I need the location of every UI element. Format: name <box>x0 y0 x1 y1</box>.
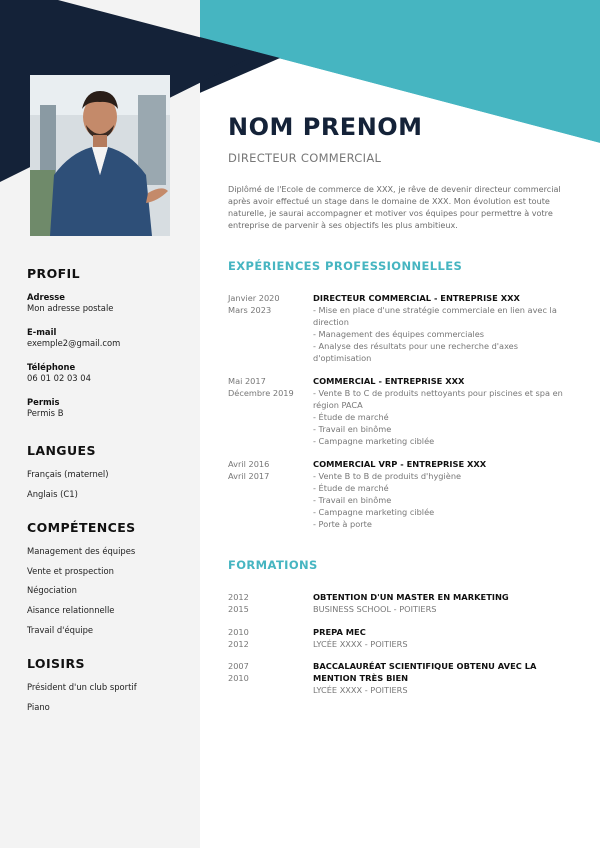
experience-line: - Campagne marketing ciblée <box>313 507 435 517</box>
phone-field <box>27 362 192 384</box>
experience-end: Mars 2023 <box>228 305 272 315</box>
experience-title: COMMERCIAL VRP - ENTREPRISE XXX <box>313 459 487 469</box>
formation-start: 2012 <box>228 592 249 602</box>
formation-title: PREPA MEC <box>313 627 366 637</box>
loisirs-section <box>27 656 192 721</box>
experience-start: Janvier 2020 <box>228 293 280 303</box>
phone-value: 06 01 02 03 04 <box>27 373 91 383</box>
job-title: DIRECTEUR COMMERCIAL <box>228 151 382 165</box>
hobby-item: Piano <box>27 701 50 712</box>
skill-item: Management des équipes <box>27 546 136 556</box>
experience-body <box>313 375 568 447</box>
formation-dates <box>228 591 310 615</box>
experience-line: - Vente B to C de produits nettoyants pour piscines et spa en <box>313 388 563 398</box>
experience-line: - Travail en binôme <box>313 495 392 505</box>
address-field <box>27 292 192 314</box>
experience-title: COMMERCIAL - ENTREPRISE XXX <box>313 376 465 386</box>
hobby-item: Président d'un club sportif <box>27 682 137 692</box>
candidate-name: NOM PRENOM <box>228 113 423 141</box>
address-label: Adresse <box>27 292 65 302</box>
language-item: Anglais (C1) <box>27 488 78 499</box>
profil-section <box>27 266 192 432</box>
formations-title: FORMATIONS <box>228 558 318 572</box>
formation-school: LYCÉE XXXX - POITIERS <box>313 685 408 695</box>
address-value: Mon adresse postale <box>27 303 114 313</box>
formation-school: LYCÉE XXXX - POITIERS <box>313 639 408 649</box>
experiences-title: EXPÉRIENCES PROFESSIONNELLES <box>228 259 463 273</box>
skill-item: Négociation <box>27 585 77 596</box>
experience-line: direction <box>313 317 349 327</box>
experience-start: Mai 2017 <box>228 376 266 386</box>
language-item: Français (maternel) <box>27 469 109 479</box>
experience-dates <box>228 458 310 482</box>
langues-title: LANGUES <box>27 443 96 458</box>
competences-section <box>27 520 192 644</box>
experience-body <box>313 292 568 364</box>
experience-line: - Analyse des résultats pour une recherche d'axes <box>313 341 518 351</box>
experience-line: - Campagne marketing ciblée <box>313 436 435 446</box>
experience-dates <box>228 292 310 316</box>
formation-dates <box>228 626 310 650</box>
skill-item: Vente et prospection <box>27 565 114 576</box>
formation-body <box>313 660 568 696</box>
license-field <box>27 397 192 419</box>
experience-line: - Vente B to B de produits d'hygiène <box>313 471 462 481</box>
email-label: E-mail <box>27 327 57 337</box>
formation-body <box>313 626 568 650</box>
formation-title: OBTENTION D'UN MASTER EN MARKETING <box>313 592 509 602</box>
phone-label: Téléphone <box>27 362 76 372</box>
experience-line: d'optimisation <box>313 353 372 363</box>
formation-dates <box>228 660 310 684</box>
license-label: Permis <box>27 397 60 407</box>
formation-title-continued: MENTION TRÈS BIEN <box>313 673 409 683</box>
competences-title: COMPÉTENCES <box>27 520 136 535</box>
formation-school: BUSINESS SCHOOL - POITIERS <box>313 604 437 614</box>
experience-line: - Étude de marché <box>313 483 389 493</box>
experience-line: - Porte à porte <box>313 519 372 529</box>
formation-end: 2012 <box>228 639 249 649</box>
experience-title: DIRECTEUR COMMERCIAL - ENTREPRISE XXX <box>313 293 520 303</box>
loisirs-title: LOISIRS <box>27 656 85 671</box>
formation-start: 2007 <box>228 661 249 671</box>
experience-body <box>313 458 568 530</box>
experience-start: Avril 2016 <box>228 459 270 469</box>
email-field <box>27 327 192 349</box>
experience-dates <box>228 375 310 399</box>
formation-body <box>313 591 568 615</box>
langues-section <box>27 443 192 508</box>
experience-line: région PACA <box>313 400 363 410</box>
formation-start: 2010 <box>228 627 249 637</box>
license-value: Permis B <box>27 408 64 418</box>
formation-end: 2015 <box>228 604 249 614</box>
profile-summary: Diplômé de l'Ecole de commerce de XXX, je rêve de devenir directeur commercial après avoir effectué un stage dans le domaine de XXX. Mon évolution est toute naturelle, je saurai accompagner et motiver vos équipes pour permettre à votre entreprise de parvenir à ses objectifs les plus ambitieux. <box>228 184 561 231</box>
formation-end: 2010 <box>228 673 249 683</box>
email-value: exemple2@gmail.com <box>27 338 121 348</box>
experience-end: Avril 2017 <box>228 471 270 481</box>
skill-item: Travail d'équipe <box>27 624 94 635</box>
formation-title: BACCALAURÉAT SCIENTIFIQUE OBTENU AVEC LA <box>313 661 537 671</box>
skill-item: Aisance relationnelle <box>27 605 115 616</box>
profile-photo <box>30 75 170 236</box>
experience-line: - Mise en place d'une stratégie commerciale en lien avec la <box>313 305 557 315</box>
profil-title: PROFIL <box>27 266 80 281</box>
experience-end: Décembre 2019 <box>228 388 294 398</box>
experience-line: - Management des équipes commerciales <box>313 329 485 339</box>
experience-line: - Étude de marché <box>313 412 389 422</box>
experience-line: - Travail en binôme <box>313 424 392 434</box>
